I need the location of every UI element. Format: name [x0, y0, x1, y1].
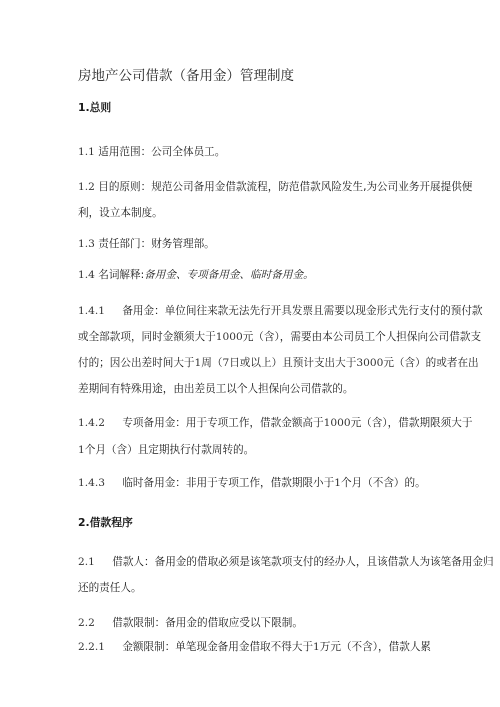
amount: 3000	[356, 357, 384, 369]
text-run: 个月（不含）的。	[340, 477, 426, 489]
document-title: 房地产公司借款（备用金）管理制度	[78, 68, 294, 84]
clause-1-4-1-line-4: 差期间有特殊用途，由出差员工以个人担保向公司借款的。	[78, 383, 354, 395]
clause-number: 1.4.3	[78, 477, 105, 489]
clause-1-2-line-1	[78, 180, 472, 194]
amount: 1	[334, 477, 341, 489]
amount: 1	[78, 444, 85, 456]
amount: 1	[194, 357, 202, 369]
clause-terms: 备用金、专项备用金、临时备用金。	[144, 269, 314, 281]
section-2-heading: 2.借款程序	[78, 516, 133, 529]
clause-number: 1.3	[78, 238, 95, 250]
clause-1-2-line-2: 利，设立本制度。	[78, 207, 163, 219]
clause-number: 1.4.2	[78, 417, 105, 429]
text-run: 万元（不含），借款人累	[319, 641, 432, 653]
amount: 1	[313, 641, 320, 653]
clause-1-4-2-line-1	[78, 416, 472, 430]
clause-text: 借款限制：备用金的借取应受以下限制。	[112, 617, 303, 629]
clause-2-1-line-2: 还的责任人。	[78, 582, 142, 594]
amount: 1000	[215, 331, 243, 343]
text-run: 付的；因公出差时间大于	[78, 357, 195, 369]
clause-text: 备用金：单位间往来款无法先行开具发票且需要以现金形式先行支付的预付款	[122, 305, 483, 317]
clause-1-4-3	[78, 476, 426, 490]
text-run: 元（含），需要由本公司员工个人担保向公司借款支	[242, 331, 482, 343]
text-run: 日或以上）且预计支出大于	[229, 357, 357, 369]
clause-2-2-1	[78, 640, 431, 654]
text-run: 元（含）的或者在出	[383, 357, 479, 369]
text-run: 专项备用金：用于专项工作，借款金额高于	[122, 417, 324, 429]
clause-text: 借款人：备用金的借取必须是该笔款项支付的经办人，且该借款人为该笔备用金归	[112, 556, 494, 568]
text-run: 金额限制：单笔现金备用金借取不得大于	[122, 641, 314, 653]
clause-number: 1.4.1	[78, 305, 105, 317]
clause-2-2	[78, 616, 303, 630]
clause-number: 2.2	[78, 617, 95, 629]
clause-number: 1.1	[78, 146, 95, 158]
clause-1-3	[78, 237, 215, 251]
text-run: 元（含），借款期限须大于	[350, 417, 473, 429]
clause-number: 2.1	[78, 556, 95, 568]
clause-1-1	[78, 145, 225, 159]
clause-1-4-2-line-2	[78, 443, 254, 457]
clause-1-4-1-line-1	[78, 304, 483, 318]
section-1-heading: 1.总则	[78, 101, 112, 114]
clause-1-4-1-line-3	[78, 356, 479, 370]
text-run: 或全部款项，同时金额须大于	[78, 331, 216, 343]
amount: 7	[222, 357, 230, 369]
text-run: 周（	[201, 357, 223, 369]
clause-number: 1.4	[78, 269, 95, 281]
clause-label: 名词解释:	[98, 269, 145, 281]
clause-text: 适用范围：公司全体员工。	[98, 146, 226, 158]
clause-text: 责任部门：财务管理部。	[98, 238, 215, 250]
clause-number: 1.2	[78, 181, 95, 193]
text-run: 个月（含）且定期执行付款周转的。	[84, 444, 255, 456]
clause-1-4	[78, 268, 314, 282]
clause-2-1-line-1	[78, 555, 494, 569]
clause-number: 2.2.1	[78, 641, 105, 653]
amount: 1000	[323, 417, 351, 429]
clause-text: 目的原则：规范公司备用金借款流程，防范借款风险发生,为公司业务开展提供便	[98, 181, 473, 193]
text-run: 临时备用金：非用于专项工作，借款期限小于	[122, 477, 335, 489]
clause-1-4-1-line-2	[78, 330, 481, 344]
